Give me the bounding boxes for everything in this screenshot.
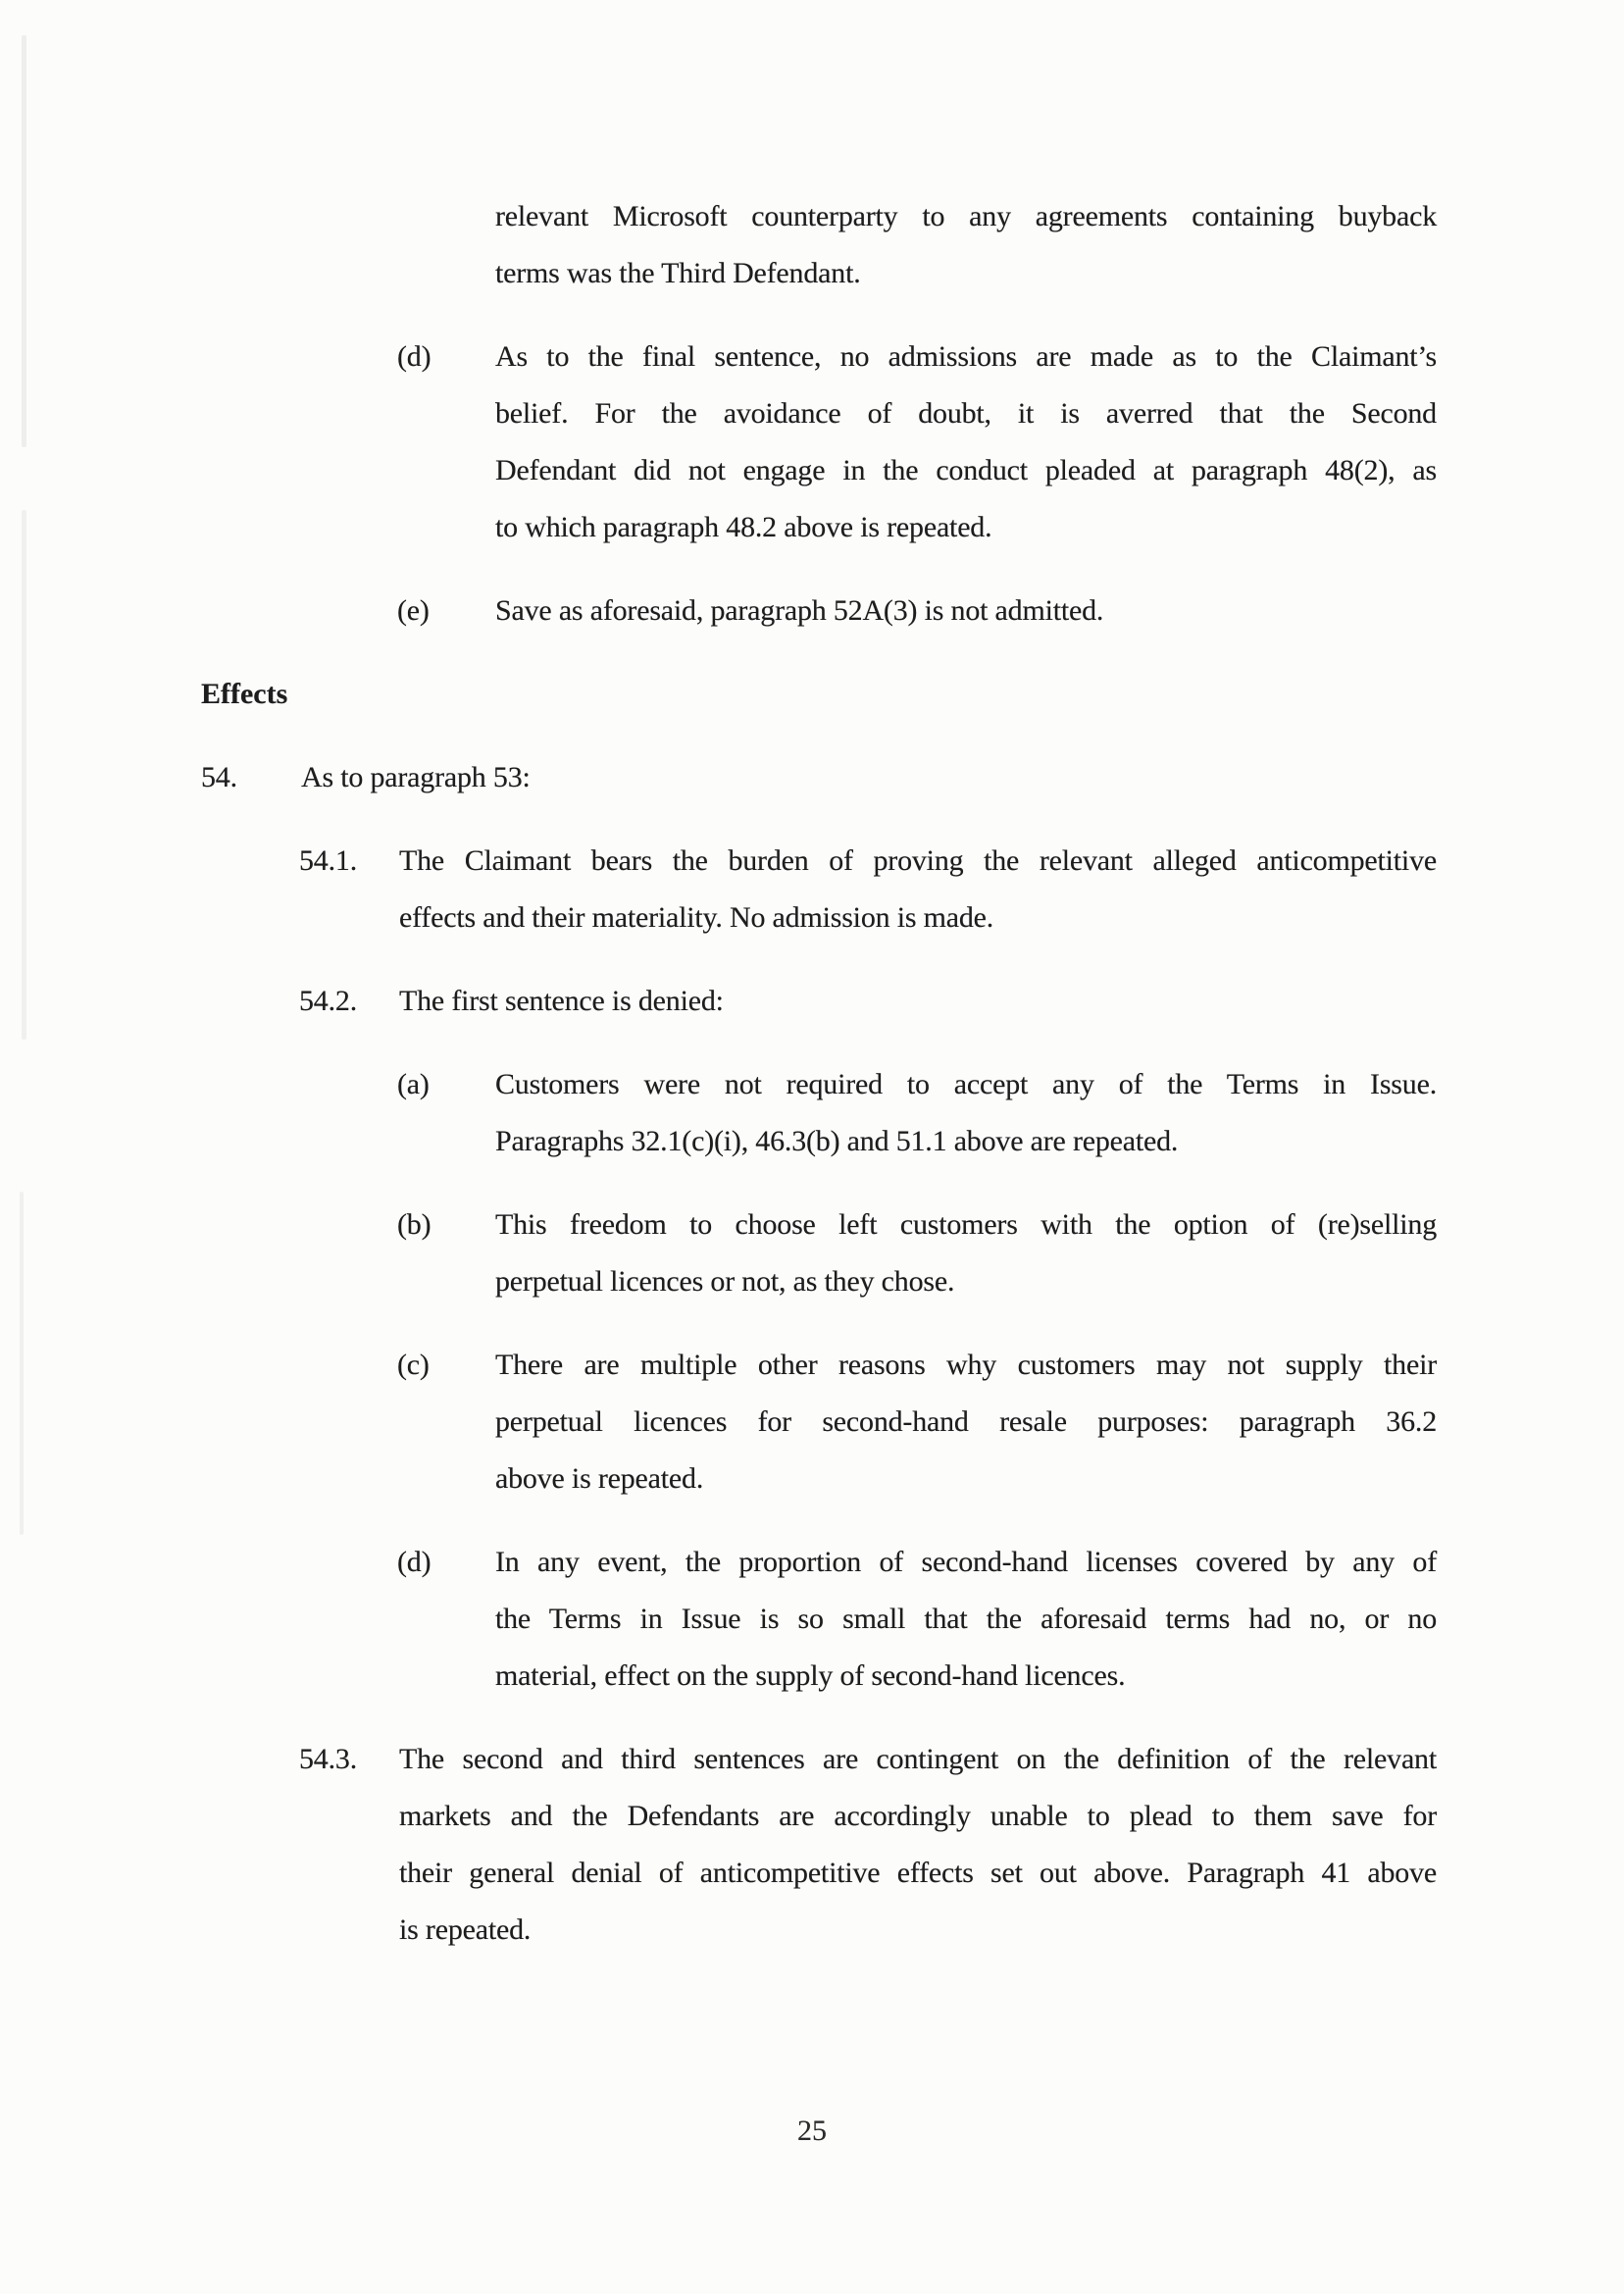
paragraph	[0, 188, 1624, 302]
paragraph-text	[495, 1337, 1437, 1507]
item-marker: (e)	[397, 594, 430, 627]
paragraph-text	[495, 188, 1437, 302]
text-line: As to the final sentence, no admissions are made as to the Claimant’s	[495, 340, 1437, 373]
paragraph	[0, 1056, 1624, 1170]
item-marker: 54.2.	[299, 985, 358, 1017]
item-marker: (b)	[397, 1208, 431, 1241]
paragraph	[0, 1337, 1624, 1507]
paragraph-text	[301, 749, 1437, 806]
paragraph	[0, 749, 1624, 806]
item-marker: 54.1.	[299, 844, 358, 877]
text-line: terms was the Third Defendant.	[495, 257, 861, 289]
text-line: relevant Microsoft counterparty to any agreements containing buyback	[495, 200, 1437, 232]
paragraph-text	[201, 666, 1437, 723]
item-marker: (c)	[397, 1349, 430, 1381]
text-line: material, effect on the supply of second-hand licences.	[495, 1659, 1126, 1692]
item-marker: (d)	[397, 1546, 431, 1578]
paragraph-text	[399, 833, 1437, 946]
text-line: Customers were not required to accept any of the Terms in Issue.	[495, 1068, 1437, 1100]
paragraph-text	[495, 583, 1437, 639]
text-line: As to paragraph 53:	[301, 761, 531, 793]
text-line: Defendant did not engage in the conduct pleaded at paragraph 48(2), as	[495, 454, 1437, 486]
paragraph	[0, 1731, 1624, 1959]
paragraph-text	[495, 1534, 1437, 1705]
paragraph-text	[399, 973, 1437, 1030]
text-line: Effects	[201, 678, 288, 710]
paragraph	[0, 973, 1624, 1030]
text-line: perpetual licences for second-hand resale purposes: paragraph 36.2	[495, 1405, 1437, 1438]
text-line: There are multiple other reasons why customers may not supply their	[495, 1349, 1437, 1381]
paragraph	[0, 1197, 1624, 1310]
text-line: the Terms in Issue is so small that the aforesaid terms had no, or no	[495, 1603, 1437, 1635]
paragraph-text	[399, 1731, 1437, 1959]
item-marker: 54.3.	[299, 1743, 358, 1775]
text-line: This freedom to choose left customers with the option of (re)selling	[495, 1208, 1437, 1241]
text-line: belief. For the avoidance of doubt, it is averred that the Second	[495, 397, 1437, 430]
item-marker: 54.	[201, 761, 237, 793]
text-line: their general denial of anticompetitive effects set out above. Paragraph 41 above	[399, 1857, 1437, 1889]
paragraph	[0, 329, 1624, 556]
text-line: effects and their materiality. No admission is made.	[399, 901, 994, 934]
page-number: 25	[797, 2115, 827, 2147]
item-marker: (d)	[397, 340, 431, 373]
text-line: Paragraphs 32.1(c)(i), 46.3(b) and 51.1 above are repeated.	[495, 1125, 1179, 1157]
paragraph	[0, 833, 1624, 946]
item-marker: (a)	[397, 1068, 430, 1100]
text-line: is repeated.	[399, 1913, 532, 1946]
paragraph-text	[495, 1056, 1437, 1170]
text-line: The first sentence is denied:	[399, 985, 724, 1017]
text-line: The second and third sentences are contingent on the definition of the relevant	[399, 1743, 1437, 1775]
text-line: to which paragraph 48.2 above is repeated.	[495, 511, 992, 543]
text-line: markets and the Defendants are accordingly unable to plead to them save for	[399, 1800, 1437, 1832]
section-heading	[0, 666, 1624, 723]
paragraph-text	[495, 1197, 1437, 1310]
paragraph	[0, 583, 1624, 639]
text-line: Save as aforesaid, paragraph 52A(3) is not admitted.	[495, 594, 1104, 627]
text-line: In any event, the proportion of second-hand licenses covered by any of	[495, 1546, 1437, 1578]
text-line: above is repeated.	[495, 1462, 704, 1495]
paragraph	[0, 1534, 1624, 1705]
text-line: The Claimant bears the burden of proving the relevant alleged anticompetitive	[399, 844, 1437, 877]
text-line: perpetual licences or not, as they chose.	[495, 1265, 955, 1298]
paragraph-text	[495, 329, 1437, 556]
